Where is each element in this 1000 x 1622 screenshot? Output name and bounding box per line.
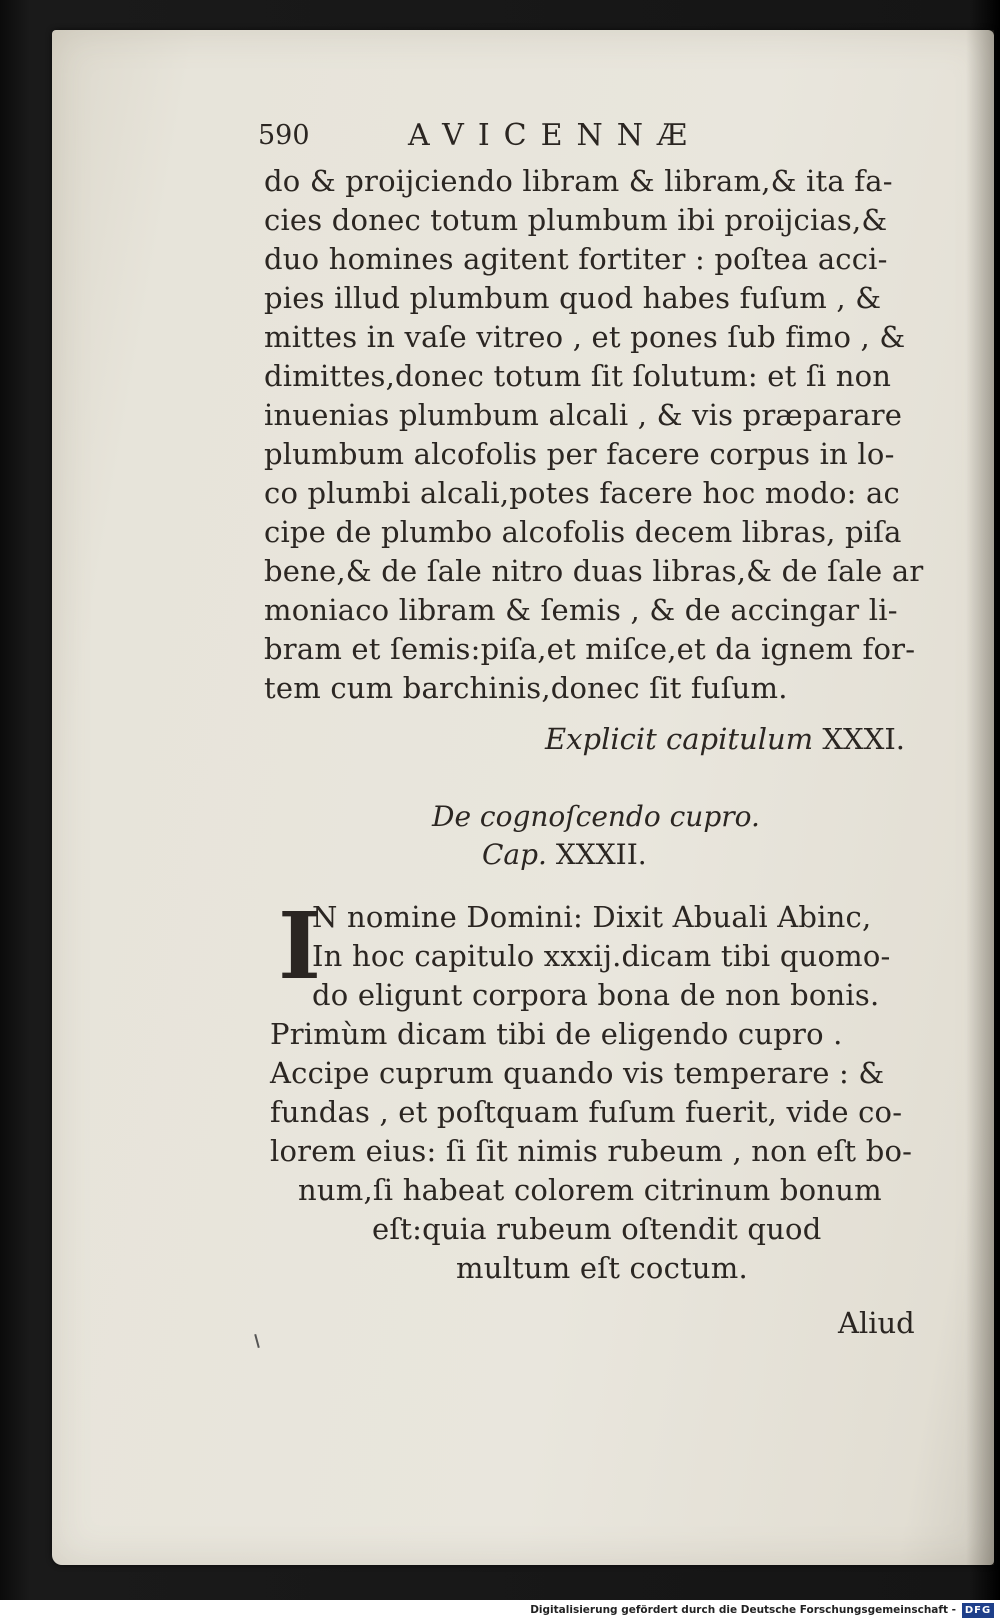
chapter-body-text (0, 892, 913, 1288)
body-text (264, 162, 924, 708)
text-line: mittes in vaſe vitreo , et pones ſub fimo , & (264, 320, 906, 354)
text-line: fundas , et poſtquam fuſum fuerit, vide co- (270, 1095, 903, 1129)
text-line: cipe de plumbo alcofolis decem libras, piſa (264, 515, 902, 549)
page-number: 590 (258, 120, 310, 151)
dfg-logo-icon: DFG (962, 1603, 994, 1618)
text-line: pies illud plumbum quod habes fuſum , & (264, 281, 882, 315)
footer-credit-text: Digitalisierung gefördert durch die Deutsche Forschungsgemeinschaft - (530, 1604, 956, 1616)
catchword: Aliud (838, 1306, 915, 1340)
chapter-title: De cognoſcendo cupro. (432, 800, 760, 833)
chapter-number (482, 838, 647, 871)
text-line: inuenias plumbum alcali , & vis præparare (264, 398, 903, 432)
spine-shadow (966, 30, 994, 1565)
text-line: tem cum barchinis,donec ſit fuſum. (264, 671, 788, 705)
text-line: bram et ſemis:piſa,et miſce,et da ignem for- (264, 632, 916, 666)
text-line: moniaco libram & ſemis , & de accingar li- (264, 593, 898, 627)
explicit-label: Explicit capitulum (545, 722, 814, 756)
chapter-cap-numeral: XXXII. (555, 838, 647, 871)
text-line: do eligunt corpora bona de non bonis. (312, 978, 880, 1012)
running-head (258, 118, 818, 162)
text-line: N nomine Domini: Dixit Abuali Abinc, (312, 900, 872, 934)
text-line: lorem eius: ſi ſit nimis rubeum , non eſt bo- (270, 1134, 913, 1168)
text-line: cies donec totum plumbum ibi proijcias,& (264, 203, 888, 237)
text-line: num,ſi habeat colorem citrinum bonum (298, 1173, 882, 1207)
text-line: do & proijciendo libram & libram,& ita fa- (264, 164, 893, 198)
explicit-line (545, 722, 905, 756)
text-line: Accipe cuprum quando vis temperare : & (270, 1056, 885, 1090)
text-line: bene,& de ſale nitro duas libras,& de ſale ar (264, 554, 924, 588)
drop-cap-initial: I (278, 892, 322, 1000)
running-head-title: AVICENNÆ (408, 118, 702, 153)
text-line: duo homines agitent fortiter : poſtea acci- (264, 242, 888, 276)
text-line: multum eſt coctum. (456, 1251, 748, 1285)
text-line: Primùm dicam tibi de eligendo cupro . (270, 1017, 843, 1051)
digitization-footer (0, 1600, 1000, 1622)
text-line: eſt:quia rubeum oſtendit quod (372, 1212, 822, 1246)
text-line: In hoc capitulo xxxij.dicam tibi quomo- (312, 939, 891, 973)
text-line: dimittes,donec totum ſit ſolutum: et ſi non (264, 359, 892, 393)
text-line: co plumbi alcali,potes facere hoc modo: ac (264, 476, 900, 510)
chapter-cap-label: Cap. (482, 838, 547, 871)
text-line: plumbum alcofolis per facere corpus in lo- (264, 437, 895, 471)
explicit-numeral: XXXI. (822, 722, 906, 756)
